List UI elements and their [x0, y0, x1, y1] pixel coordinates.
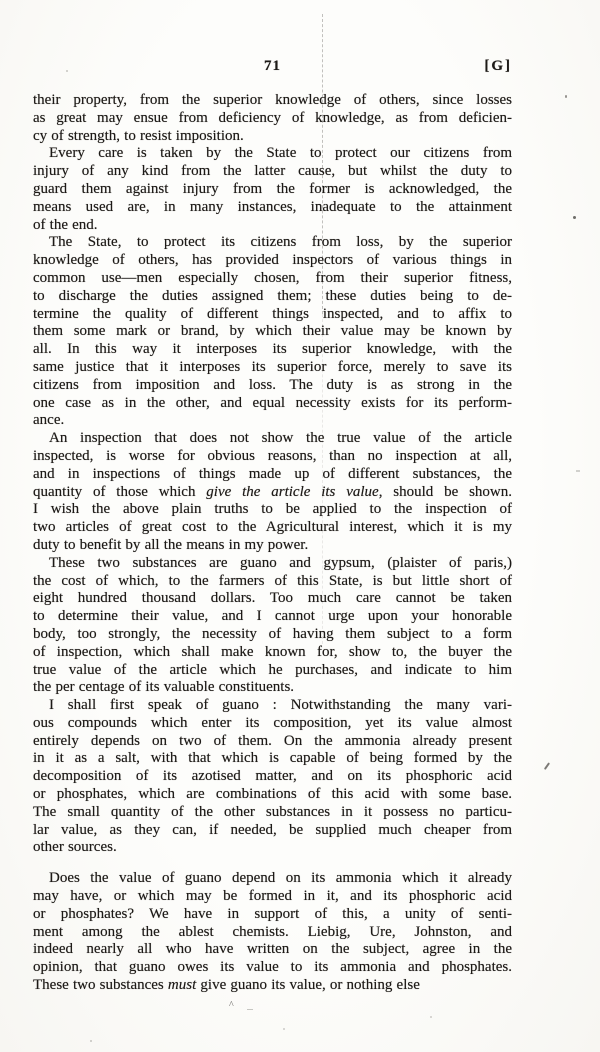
text-line: cy of strength, to resist imposition. — [33, 127, 244, 144]
text-line: may have, or which may be formed in it, and its phosphoric acid — [33, 888, 512, 905]
text-line: I wish the above plain truths to be applied to the inspection of — [33, 501, 512, 518]
page-header — [33, 58, 512, 78]
text-line: ance. — [33, 412, 65, 429]
paragraph — [33, 234, 512, 430]
text-line: quantity of those which give the article its value, should be shown. — [33, 483, 513, 500]
text-line: body, too strongly, the necessity of having them subject to a form — [33, 625, 512, 642]
text-line: to determine their value, and I cannot urge upon your honorable — [33, 608, 512, 625]
text-line: injury of any kind from the latter cause, but whilst the duty to — [33, 163, 512, 180]
text-line: indeed nearly all who have written on the subject, agree in the — [33, 941, 512, 958]
text-line: Does the value of guano depend on its ammonia which it already — [49, 870, 512, 887]
text-line: eight hundred thousand dollars. Too much care cannot be taken — [33, 590, 512, 607]
text-line: ment among the ablest chemists. Liebig, Ure, Johnston, and — [33, 923, 512, 940]
text-line: all. In this way it interposes its superior knowledge, with the — [33, 341, 512, 358]
paragraph — [33, 555, 512, 697]
text-line: Every care is taken by the State to protect our citizens from — [49, 145, 512, 162]
paragraph — [33, 430, 512, 555]
text-line: entirely depends on two of them. On the ammonia already present — [33, 732, 512, 749]
text-line: termine the quality of different things inspected, and to affix to — [33, 305, 512, 322]
text-line: The State, to protect its citizens from loss, by the superior — [49, 234, 512, 251]
text-line: and in inspections of things made up of different substances, the — [33, 465, 512, 482]
text-line: in it as a salt, with that which is capable of being formed by the — [33, 750, 512, 767]
text-line: I shall first speak of guano : Notwithstanding the many vari- — [49, 697, 512, 714]
text-line: two articles of great cost to the Agricultural interest, which it is my — [33, 519, 512, 536]
text-line: guard them against injury from the former is acknowledged, the — [33, 180, 512, 197]
page-number: 71 — [264, 58, 281, 74]
text-line: to discharge the duties assigned them; these duties being to de- — [33, 287, 512, 304]
scan-speckle — [247, 1009, 253, 1010]
text-line: lar value, as they can, if needed, be supplied much cheaper from — [33, 821, 512, 838]
text-line: inspected, is worse for obvious reasons, than no inspection at all, — [33, 447, 512, 464]
text-line: the cost of which, to the farmers of this State, is but little short of — [33, 572, 512, 589]
text-line: These two substances must give guano its value, or nothing else — [33, 977, 420, 994]
scan-speckle — [573, 216, 576, 219]
text-line: The small quantity of the other substances in it possess no particu- — [33, 803, 512, 820]
text-line: or phosphates? We have in support of this, a unity of senti- — [33, 905, 512, 922]
text-line: one case as in the other, and equal necessity exists for its perform- — [33, 394, 512, 411]
paragraph — [33, 92, 512, 145]
scan-speckle — [430, 1016, 432, 1018]
text-line: true value of the article which he purchases, and indicate to him — [33, 661, 512, 678]
text-line: them some mark or brand, by which their value may be known by — [33, 323, 512, 340]
paragraph — [33, 697, 512, 857]
text-line: as great may ensue from deficiency of knowledge, as from deficien- — [33, 109, 512, 126]
text-line: decomposition of its azotised matter, and on its phosphoric acid — [33, 768, 512, 785]
text-line: their property, from the superior knowledge of others, since losses — [33, 92, 512, 108]
text-line: means used are, in many instances, inadequate to the attainment — [33, 198, 512, 215]
text-line: of the end. — [33, 216, 98, 233]
text-line: duty to benefit by all the means in my power. — [33, 536, 309, 553]
text-line: opinion, that guano owes its value to its ammonia and phosphates. — [33, 959, 512, 976]
text-line: common use—men especially chosen, from their superior fitness, — [33, 269, 512, 286]
scan-tick-mark — [544, 762, 550, 769]
scan-speckle — [576, 470, 580, 472]
text-line: ous compounds which enter its composition, yet its value almost — [33, 714, 512, 731]
scan-speckle — [283, 1028, 285, 1030]
paragraph — [33, 870, 512, 995]
text-line: These two substances are guano and gypsum, (plaister of paris,) — [49, 554, 512, 571]
section-mark: [G] — [484, 58, 512, 74]
scan-speckle — [66, 70, 68, 72]
document-text — [33, 92, 512, 995]
text-line: of inspection, which shall make known for, show to, the buyer the — [33, 643, 512, 660]
paragraph — [33, 145, 512, 234]
text-line: or phosphates, which are combinations of this acid with some base. — [33, 786, 512, 803]
text-line: the per centage of its valuable constituents. — [33, 679, 295, 696]
text-line: other sources. — [33, 839, 117, 856]
text-line: citizens from imposition and loss. The duty is as strong in the — [33, 376, 512, 393]
scan-speckle — [565, 95, 567, 98]
scan-caret-mark: ^ — [229, 1000, 234, 1011]
text-line: An inspection that does not show the true value of the article — [49, 430, 512, 447]
text-line: same justice that it interposes its superior force, merely to save its — [33, 358, 512, 375]
scan-speckle — [90, 1040, 92, 1042]
text-line: knowledge of others, has provided inspectors of various things in — [33, 252, 512, 269]
